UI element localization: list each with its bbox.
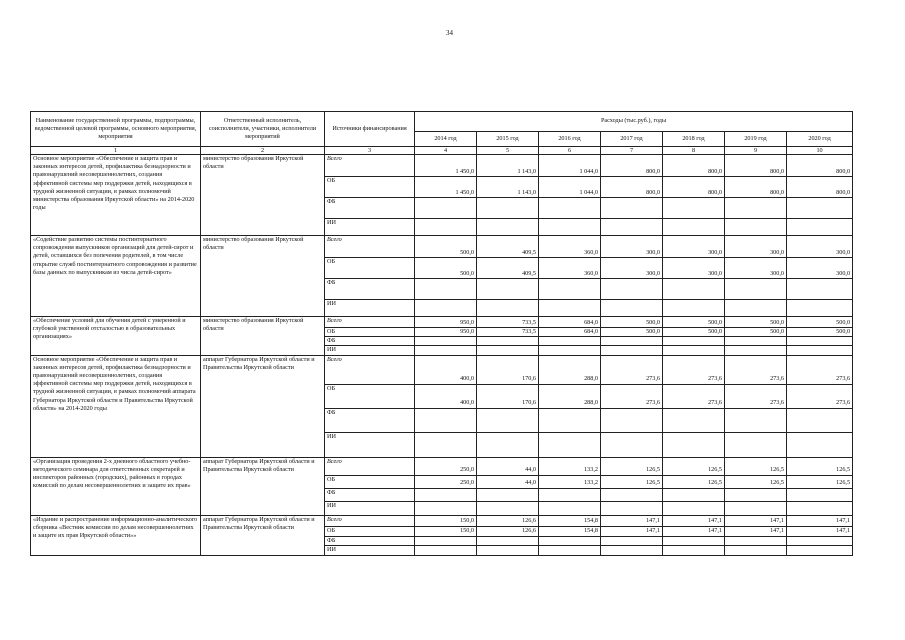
expense-value: 126,5 bbox=[787, 475, 853, 488]
expense-value: 273,6 bbox=[725, 384, 787, 408]
expense-value: 800,0 bbox=[725, 155, 787, 177]
funding-source: Всего bbox=[325, 155, 415, 177]
expense-value: 300,0 bbox=[787, 236, 853, 258]
expense-value bbox=[415, 432, 477, 457]
expense-value: 150,0 bbox=[415, 526, 477, 536]
expense-value bbox=[539, 536, 601, 545]
expense-value: 1 143,0 bbox=[477, 177, 539, 198]
expense-value bbox=[601, 536, 663, 545]
expense-value: 126,5 bbox=[601, 457, 663, 475]
expense-value bbox=[725, 279, 787, 300]
expense-value bbox=[601, 300, 663, 317]
expense-value: 684,0 bbox=[539, 328, 601, 337]
expense-value bbox=[787, 501, 853, 515]
expense-value: 300,0 bbox=[725, 236, 787, 258]
expense-value bbox=[725, 432, 787, 457]
executor-name: министерство образования Иркутской области bbox=[201, 236, 325, 317]
expense-value: 44,0 bbox=[477, 457, 539, 475]
source-row bbox=[31, 155, 853, 177]
expense-value bbox=[415, 198, 477, 219]
activity-name: «Обеспечение условий для обучения детей с умеренной и глубокой умственной отсталостью в образовательных организациях» bbox=[31, 317, 201, 356]
expense-value: 500,0 bbox=[663, 317, 725, 328]
expense-value bbox=[539, 432, 601, 457]
expense-value: 500,0 bbox=[725, 328, 787, 337]
expense-value bbox=[601, 545, 663, 555]
expense-value bbox=[415, 545, 477, 555]
page-number: 34 bbox=[446, 29, 453, 37]
expense-value bbox=[663, 488, 725, 501]
expense-value: 400,0 bbox=[415, 355, 477, 384]
column-index: 3 bbox=[325, 147, 415, 155]
expenditure-table bbox=[30, 111, 853, 556]
expense-value: 126,6 bbox=[477, 526, 539, 536]
funding-source: Всего bbox=[325, 236, 415, 258]
expense-value: 147,1 bbox=[787, 526, 853, 536]
expense-value bbox=[477, 432, 539, 457]
expense-value bbox=[477, 279, 539, 300]
expense-value: 44,0 bbox=[477, 475, 539, 488]
activity-name: Основное мероприятие «Обеспечение и защита прав и законных интересов детей, профилактика безнадзорности и правонарушений несовершеннолетних, создания эффективной системы мер поддержки детей, находящихся в трудной жизненной ситуации, в рамках полномочий министерства образования Иркутской области» на 2014-2020 годы bbox=[31, 155, 201, 236]
expense-value bbox=[415, 536, 477, 545]
column-index: 6 bbox=[539, 147, 601, 155]
expense-value bbox=[477, 488, 539, 501]
expense-value: 800,0 bbox=[663, 177, 725, 198]
column-index: 5 bbox=[477, 147, 539, 155]
expense-value: 250,0 bbox=[415, 457, 477, 475]
expense-value bbox=[725, 501, 787, 515]
expense-value: 147,1 bbox=[601, 526, 663, 536]
expense-value bbox=[539, 408, 601, 432]
expense-value: 300,0 bbox=[663, 258, 725, 279]
expense-value: 360,0 bbox=[539, 258, 601, 279]
expense-value: 147,1 bbox=[601, 515, 663, 526]
activity-name: «Содействие развитию системы постинтернатного сопровождения выпускников организаций для детей-сирот и детей, оставшихся без попечения родителей, в том числе открытие служб постинтернатного сопровождения и развитие базы данных по выпускникам из числа детей-сирот» bbox=[31, 236, 201, 317]
expense-value bbox=[725, 219, 787, 236]
expense-value bbox=[539, 501, 601, 515]
column-index: 1 bbox=[31, 147, 201, 155]
funding-source: ИИ bbox=[325, 545, 415, 555]
expense-value: 147,1 bbox=[663, 526, 725, 536]
expense-value: 126,5 bbox=[601, 475, 663, 488]
expense-value bbox=[539, 346, 601, 355]
expense-value: 1 450,0 bbox=[415, 177, 477, 198]
expense-value bbox=[539, 219, 601, 236]
column-index: 10 bbox=[787, 147, 853, 155]
expense-value: 800,0 bbox=[601, 177, 663, 198]
expense-value: 800,0 bbox=[787, 177, 853, 198]
expense-value bbox=[787, 346, 853, 355]
header-name: Наименование государственной программы, подпрограммы, ведомственной целевой программы, основного мероприятия, мероприятия bbox=[31, 112, 201, 147]
expense-value: 170,6 bbox=[477, 355, 539, 384]
expense-value bbox=[477, 545, 539, 555]
expense-value: 250,0 bbox=[415, 475, 477, 488]
expense-value bbox=[787, 219, 853, 236]
header-year: 2016 год bbox=[539, 132, 601, 147]
expense-value: 133,2 bbox=[539, 475, 601, 488]
expense-value: 150,0 bbox=[415, 515, 477, 526]
header-year: 2015 год bbox=[477, 132, 539, 147]
funding-source: ИИ bbox=[325, 219, 415, 236]
column-index-row bbox=[31, 147, 853, 155]
column-index: 2 bbox=[201, 147, 325, 155]
expense-value bbox=[415, 300, 477, 317]
expense-value bbox=[663, 501, 725, 515]
expense-value: 950,0 bbox=[415, 328, 477, 337]
expense-value bbox=[601, 408, 663, 432]
expense-value: 273,6 bbox=[787, 355, 853, 384]
source-row bbox=[31, 355, 853, 384]
expense-value: 147,1 bbox=[663, 515, 725, 526]
expense-value bbox=[539, 488, 601, 501]
expense-value: 300,0 bbox=[601, 258, 663, 279]
expense-value: 1 044,0 bbox=[539, 155, 601, 177]
expense-value: 273,6 bbox=[663, 384, 725, 408]
column-index: 8 bbox=[663, 147, 725, 155]
expense-value bbox=[725, 545, 787, 555]
expense-value bbox=[477, 337, 539, 346]
expense-value bbox=[415, 346, 477, 355]
expense-value bbox=[601, 279, 663, 300]
column-index: 4 bbox=[415, 147, 477, 155]
funding-source: ИИ bbox=[325, 501, 415, 515]
expense-value bbox=[539, 337, 601, 346]
expense-value bbox=[477, 501, 539, 515]
expense-value: 950,0 bbox=[415, 317, 477, 328]
expense-value: 288,0 bbox=[539, 384, 601, 408]
header-year: 2018 год bbox=[663, 132, 725, 147]
header-year: 2014 год bbox=[415, 132, 477, 147]
expense-value bbox=[539, 545, 601, 555]
funding-source: ФБ bbox=[325, 198, 415, 219]
header-expenses: Расходы (тыс.руб.), годы bbox=[415, 112, 853, 132]
expense-value: 147,1 bbox=[787, 515, 853, 526]
expense-value bbox=[663, 279, 725, 300]
expense-value bbox=[539, 198, 601, 219]
expense-value: 133,2 bbox=[539, 457, 601, 475]
funding-source: ИИ bbox=[325, 300, 415, 317]
expense-value: 1 044,0 bbox=[539, 177, 601, 198]
expense-value: 154,8 bbox=[539, 515, 601, 526]
expense-value bbox=[725, 198, 787, 219]
expense-value bbox=[663, 219, 725, 236]
expense-value: 147,1 bbox=[725, 526, 787, 536]
funding-source: ОБ bbox=[325, 258, 415, 279]
funding-source: ИИ bbox=[325, 432, 415, 457]
expense-value: 1 143,0 bbox=[477, 155, 539, 177]
expense-value bbox=[415, 488, 477, 501]
funding-source: Всего bbox=[325, 515, 415, 526]
funding-source: ОБ bbox=[325, 177, 415, 198]
expense-value bbox=[787, 279, 853, 300]
expense-value bbox=[539, 300, 601, 317]
expense-value bbox=[415, 408, 477, 432]
header-year: 2017 год bbox=[601, 132, 663, 147]
expense-value bbox=[787, 300, 853, 317]
expense-value bbox=[725, 536, 787, 545]
executor-name: аппарат Губернатора Иркутской области и Правительства Иркутской области bbox=[201, 457, 325, 515]
expense-value bbox=[477, 408, 539, 432]
expense-value: 409,5 bbox=[477, 258, 539, 279]
source-row bbox=[31, 236, 853, 258]
activity-name: Основное мероприятие «Обеспечение и защита прав и законных интересов детей, профилактика безнадзорности и правонарушений несовершеннолетних, создания эффективной системы мер поддержки детей, находящихся в трудной жизненной ситуации, в рамках полномочий аппарата Губернатора Иркутской области и Правительства Иркутской области» на 2014-2020 годы bbox=[31, 355, 201, 457]
expense-value: 126,5 bbox=[663, 475, 725, 488]
funding-source: ФБ bbox=[325, 279, 415, 300]
expense-value: 500,0 bbox=[663, 328, 725, 337]
expense-value: 500,0 bbox=[787, 317, 853, 328]
expense-value bbox=[477, 300, 539, 317]
expense-value bbox=[477, 198, 539, 219]
executor-name: аппарат Губернатора Иркутской области и Правительства Иркутской области bbox=[201, 515, 325, 555]
expense-value: 733,5 bbox=[477, 328, 539, 337]
header-executor: Ответственный исполнитель, соисполнители, участники, исполнители мероприятий bbox=[201, 112, 325, 147]
expense-value: 300,0 bbox=[663, 236, 725, 258]
expense-value: 684,0 bbox=[539, 317, 601, 328]
expense-value bbox=[477, 346, 539, 355]
expense-value: 800,0 bbox=[787, 155, 853, 177]
expense-value bbox=[601, 198, 663, 219]
expense-value bbox=[725, 408, 787, 432]
expense-value: 273,6 bbox=[663, 355, 725, 384]
source-row bbox=[31, 317, 853, 328]
expense-value: 1 450,0 bbox=[415, 155, 477, 177]
expense-value bbox=[725, 300, 787, 317]
expense-value bbox=[477, 219, 539, 236]
funding-source: ОБ bbox=[325, 328, 415, 337]
funding-source: ОБ bbox=[325, 384, 415, 408]
expense-value bbox=[601, 432, 663, 457]
expense-value: 126,5 bbox=[725, 475, 787, 488]
expense-value bbox=[663, 432, 725, 457]
expense-value bbox=[663, 337, 725, 346]
expense-value bbox=[725, 337, 787, 346]
expense-value bbox=[787, 545, 853, 555]
expense-value bbox=[601, 346, 663, 355]
expense-value bbox=[415, 279, 477, 300]
expense-value bbox=[601, 337, 663, 346]
expense-value: 288,0 bbox=[539, 355, 601, 384]
expense-value bbox=[725, 488, 787, 501]
expense-value bbox=[663, 408, 725, 432]
expense-value bbox=[601, 219, 663, 236]
expense-value bbox=[539, 279, 601, 300]
expense-value bbox=[601, 488, 663, 501]
expense-value: 300,0 bbox=[601, 236, 663, 258]
expense-value: 500,0 bbox=[725, 317, 787, 328]
expense-value bbox=[725, 346, 787, 355]
expense-value: 273,6 bbox=[601, 355, 663, 384]
expense-value: 800,0 bbox=[663, 155, 725, 177]
expense-value bbox=[663, 536, 725, 545]
funding-source: ОБ bbox=[325, 475, 415, 488]
expense-value bbox=[787, 408, 853, 432]
funding-source: Всего bbox=[325, 457, 415, 475]
expense-value: 273,6 bbox=[601, 384, 663, 408]
column-index: 9 bbox=[725, 147, 787, 155]
expense-value: 500,0 bbox=[601, 328, 663, 337]
expense-value: 300,0 bbox=[787, 258, 853, 279]
executor-name: министерство образования Иркутской области bbox=[201, 317, 325, 356]
expense-value: 409,5 bbox=[477, 236, 539, 258]
executor-name: аппарат Губернатора Иркутской области и Правительства Иркутской области bbox=[201, 355, 325, 457]
source-row bbox=[31, 457, 853, 475]
expense-value bbox=[663, 545, 725, 555]
expense-value: 154,8 bbox=[539, 526, 601, 536]
expense-value: 800,0 bbox=[601, 155, 663, 177]
funding-source: ФБ bbox=[325, 488, 415, 501]
funding-source: ФБ bbox=[325, 337, 415, 346]
expense-value bbox=[415, 219, 477, 236]
expense-value: 733,5 bbox=[477, 317, 539, 328]
expense-value bbox=[477, 536, 539, 545]
expense-value bbox=[663, 346, 725, 355]
funding-source: ОБ bbox=[325, 526, 415, 536]
expense-value bbox=[787, 488, 853, 501]
expense-value bbox=[663, 198, 725, 219]
executor-name: министерство образования Иркутской области bbox=[201, 155, 325, 236]
activity-name: «Издание и распространение информационно-аналитического сборника «Вестник комиссии по делам несовершеннолетних и защите их прав Иркутской области»» bbox=[31, 515, 201, 555]
expense-value bbox=[787, 432, 853, 457]
expense-value: 360,0 bbox=[539, 236, 601, 258]
expense-value: 500,0 bbox=[415, 258, 477, 279]
funding-source: Всего bbox=[325, 355, 415, 384]
expense-value bbox=[415, 501, 477, 515]
expense-value: 300,0 bbox=[725, 258, 787, 279]
funding-source: ФБ bbox=[325, 536, 415, 545]
header-year: 2020 год bbox=[787, 132, 853, 147]
expense-value: 273,6 bbox=[787, 384, 853, 408]
expense-value: 800,0 bbox=[725, 177, 787, 198]
expense-value: 147,1 bbox=[725, 515, 787, 526]
expense-value: 126,6 bbox=[477, 515, 539, 526]
expense-value: 400,0 bbox=[415, 384, 477, 408]
expense-value bbox=[663, 300, 725, 317]
expense-value: 170,6 bbox=[477, 384, 539, 408]
expense-value bbox=[601, 501, 663, 515]
expense-value: 126,5 bbox=[725, 457, 787, 475]
column-index: 7 bbox=[601, 147, 663, 155]
expense-value: 500,0 bbox=[415, 236, 477, 258]
activity-name: «Организация проведения 2-х дневного областного учебно-методического семинара для ответственных секретарей и инспекторов районных (городских), районных в городах комиссий по делам несовершеннолетних и защите их прав» bbox=[31, 457, 201, 515]
expense-value bbox=[415, 337, 477, 346]
expense-value: 273,6 bbox=[725, 355, 787, 384]
expense-value: 500,0 bbox=[601, 317, 663, 328]
expense-value bbox=[787, 198, 853, 219]
header-source: Источники финансирования bbox=[325, 112, 415, 147]
expense-value: 126,5 bbox=[787, 457, 853, 475]
header-year: 2019 год bbox=[725, 132, 787, 147]
expense-value: 126,5 bbox=[663, 457, 725, 475]
expense-value bbox=[787, 337, 853, 346]
expense-value bbox=[787, 536, 853, 545]
source-row bbox=[31, 515, 853, 526]
funding-source: ФБ bbox=[325, 408, 415, 432]
funding-source: ИИ bbox=[325, 346, 415, 355]
funding-source: Всего bbox=[325, 317, 415, 328]
expense-value: 500,0 bbox=[787, 328, 853, 337]
